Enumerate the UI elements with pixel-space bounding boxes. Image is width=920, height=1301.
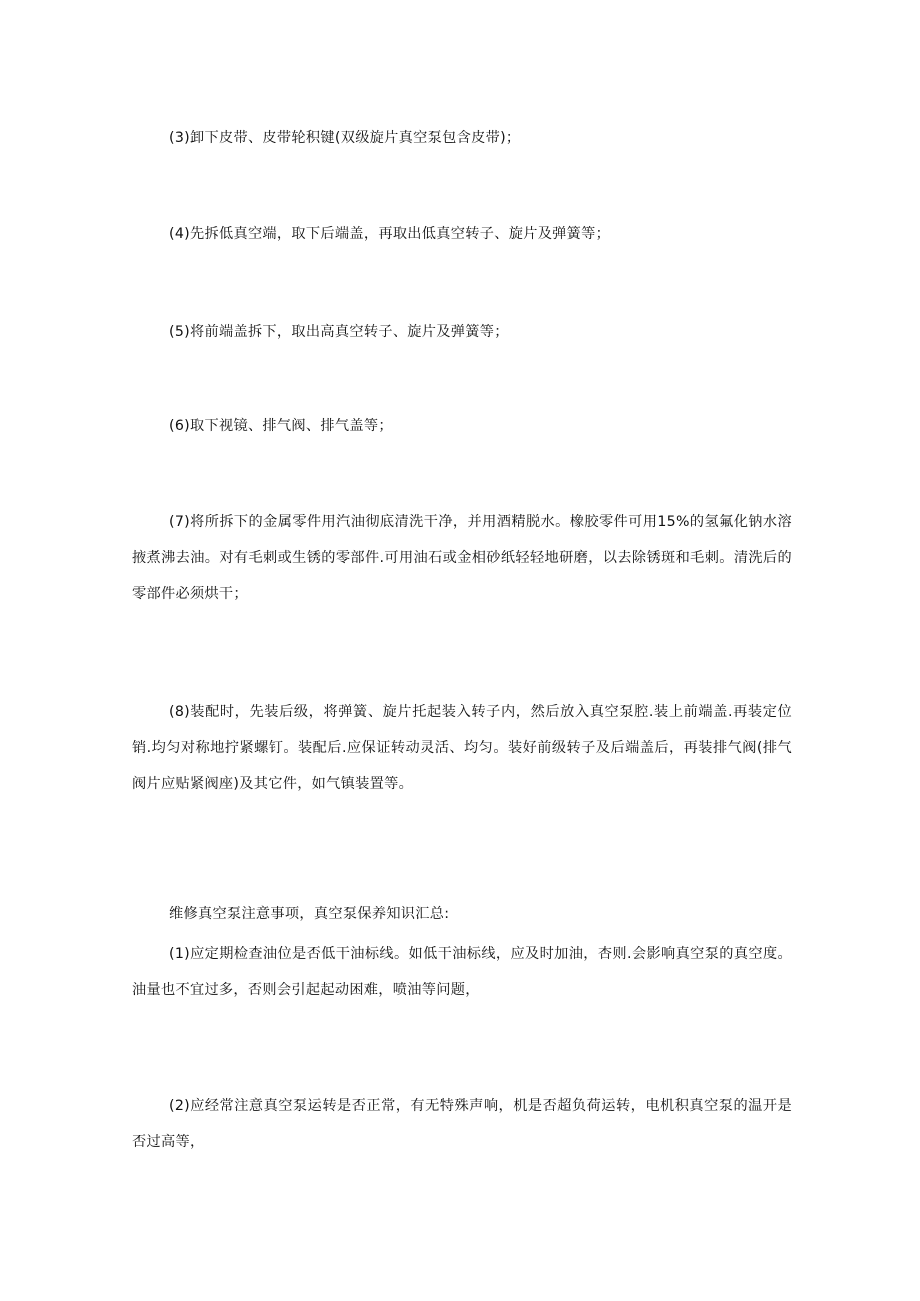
section-title: 维修真空泵注意事项，真空泵保养知识汇总: (169, 906, 450, 922)
step-3-paragraph: (3)卸下皮带、皮带轮积键(双级旋片真空泵包含皮带)； (169, 130, 521, 146)
step-5-paragraph: (5)将前端盖拆下，取出高真空转子、旋片及弹簧等； (169, 324, 509, 340)
maintenance-item-2: (2)应经常注意真空泵运转是否正常，有无特殊声响，机是否超负荷运转，电机积真空泵的温开是否过高等， (132, 1098, 792, 1150)
step-4-paragraph: (4)先拆低真空端，取下后端盖，再取出低真空转子、旋片及弹簧等； (169, 226, 611, 242)
step-8-paragraph: (8)装配时，先装后级，将弹簧、旋片托起装入转子内，然后放入真空泵腔.装上前端盖.再装定位销.均匀对称地拧紧螺钉。装配后.应保证转动灵活、均匀。装好前级转子及后端盖后，再装排气阀(排气阀片应贴紧阀座)及其它件，如气镇装置等。 (132, 704, 792, 792)
step-6-paragraph: (6)取下视镜、排气阀、排气盖等； (169, 418, 393, 434)
step-7-paragraph: (7)将所拆下的金属零件用汽油彻底清洗干净，并用酒精脱水。橡胶零件可用15%的氢氟化钠水溶掖煮沸去油。对有毛刺或生锈的零部件.可用油石或金相砂纸轻轻地研磨，以去除锈斑和毛刺。清洗后的零部件必须烘干； (132, 514, 792, 602)
maintenance-item-1: (1)应定期检查油位是否低干油标线。如低干油标线，应及时加油，杏则.会影响真空泵的真空度。油量也不宜过多，否则会引起起动困难，喷油等问题， (132, 946, 792, 998)
